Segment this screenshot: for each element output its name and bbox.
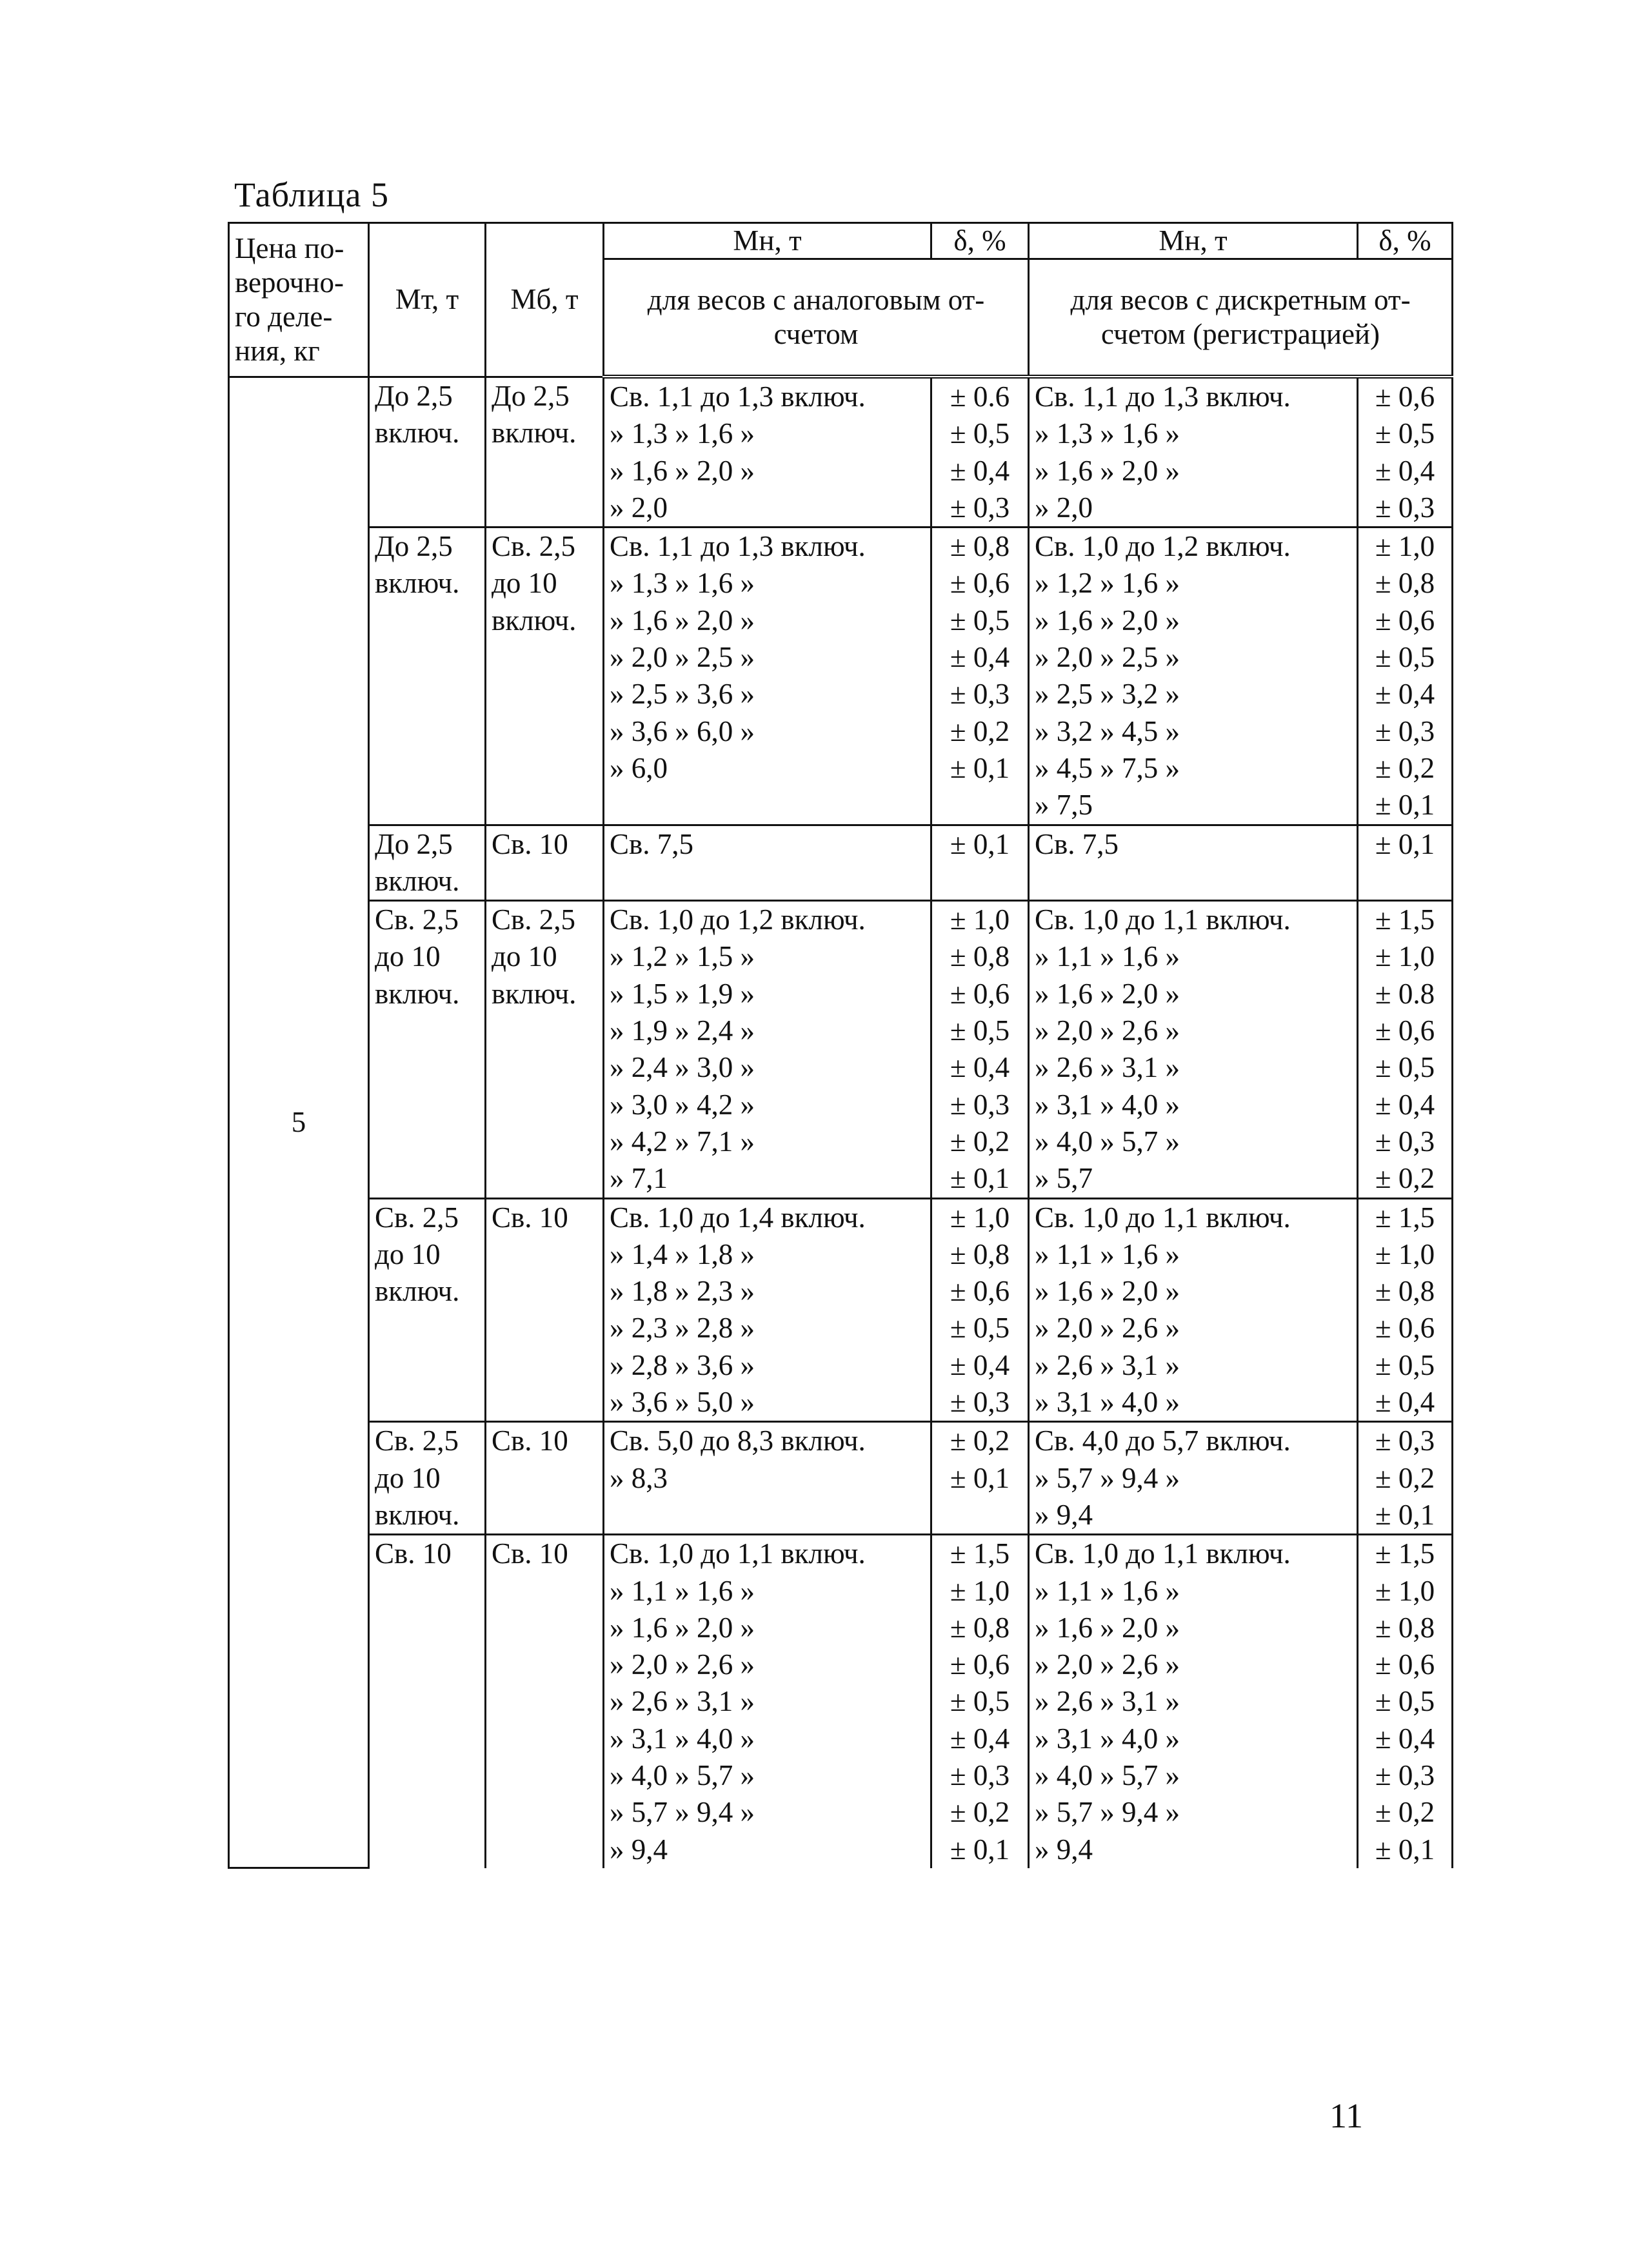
analog-delta-cell: ± 1,5 ± 1,0 ± 0,8 ± 0,6 ± 0,5 ± 0,4 ± 0,3 ± 0,2 ± 0,1 [931,1535,1029,1868]
analog-range-cell: Св. 1,0 до 1,2 включ. » 1,2 » 1,5 » » 1,5 » 1,9 » » 1,9 » 2,4 » » 2,4 » 3,0 » » 3,0 » 4,2 » » 4,2 » 7,1 » » 7,1 [604,901,931,1198]
mt-cell: Св. 2,5 до 10 включ. [369,1198,486,1422]
analog-range-cell: Св. 7,5 [604,825,931,901]
table-caption: Таблица 5 [234,175,389,214]
header-mb: Мб, т [486,223,604,377]
header-mn-analog: Мн, т [604,223,931,259]
discrete-range-cell: Св. 1,1 до 1,3 включ. » 1,3 » 1,6 » » 1,6 » 2,0 » » 2,0 [1029,377,1358,528]
mt-cell: До 2,5 включ. [369,377,486,528]
mt-cell: Св. 2,5 до 10 включ. [369,1422,486,1535]
price-division-value: 5 [229,377,369,1868]
mb-cell: До 2,5 включ. [486,377,604,528]
tolerance-table [228,222,1453,1869]
mt-cell: Св. 2,5 до 10 включ. [369,901,486,1198]
analog-range-cell: Св. 1,0 до 1,1 включ. » 1,1 » 1,6 » » 1,6 » 2,0 » » 2,0 » 2,6 » » 2,6 » 3,1 » » 3,1 » 4,0 » » 4,0 » 5,7 » » 5,7 » 9,4 » » 9,4 [604,1535,931,1868]
analog-delta-cell: ± 0,2 ± 0,1 [931,1422,1029,1535]
analog-delta-cell: ± 0,8 ± 0,6 ± 0,5 ± 0,4 ± 0,3 ± 0,2 ± 0,1 [931,528,1029,825]
mb-cell: Св. 2,5 до 10 включ. [486,901,604,1198]
analog-range-cell: Св. 1,1 до 1,3 включ. » 1,3 » 1,6 » » 1,6 » 2,0 » » 2,0 [604,377,931,528]
discrete-range-cell: Св. 4,0 до 5,7 включ. » 5,7 » 9,4 » » 9,4 [1029,1422,1358,1535]
header-discrete-scales: для весов с дискретным от- счетом (регистрацией) [1029,259,1453,377]
table-row [229,377,1453,528]
discrete-delta-cell: ± 1,5 ± 1,0 ± 0,8 ± 0,6 ± 0,5 ± 0,4 ± 0,3 ± 0,2 ± 0,1 [1358,1535,1453,1868]
mb-cell: Св. 10 [486,1535,604,1868]
discrete-delta-cell: ± 0,6 ± 0,5 ± 0,4 ± 0,3 [1358,377,1453,528]
discrete-range-cell: Св. 1,0 до 1,1 включ. » 1,1 » 1,6 » » 1,6 » 2,0 » » 2,0 » 2,6 » » 2,6 » 3,1 » » 3,1 » 4,0 » [1029,1198,1358,1422]
table-row [229,1535,1453,1868]
table-body [229,377,1453,1868]
mb-cell: Св. 10 [486,1422,604,1535]
mt-cell: Св. 10 [369,1535,486,1868]
mb-cell: Св. 10 [486,1198,604,1422]
mt-cell: До 2,5 включ. [369,528,486,825]
discrete-delta-cell: ± 1,0 ± 0,8 ± 0,6 ± 0,5 ± 0,4 ± 0,3 ± 0,2 ± 0,1 [1358,528,1453,825]
table-row [229,528,1453,825]
discrete-delta-cell: ± 1,5 ± 1,0 ± 0.8 ± 0,6 ± 0,5 ± 0,4 ± 0,3 ± 0,2 [1358,901,1453,1198]
header-mt: Мт, т [369,223,486,377]
mb-cell: Св. 2,5 до 10 включ. [486,528,604,825]
analog-delta-cell: ± 0,1 [931,825,1029,901]
discrete-range-cell: Св. 1,0 до 1,1 включ. » 1,1 » 1,6 » » 1,6 » 2,0 » » 2,0 » 2,6 » » 2,6 » 3,1 » » 3,1 » 4,0 » » 4,0 » 5,7 » » 5,7 [1029,901,1358,1198]
discrete-delta-cell: ± 1,5 ± 1,0 ± 0,8 ± 0,6 ± 0,5 ± 0,4 [1358,1198,1453,1422]
analog-range-cell: Св. 1,0 до 1,4 включ. » 1,4 » 1,8 » » 1,8 » 2,3 » » 2,3 » 2,8 » » 2,8 » 3,6 » » 3,6 » 5,0 » [604,1198,931,1422]
analog-range-cell: Св. 1,1 до 1,3 включ. » 1,3 » 1,6 » » 1,6 » 2,0 » » 2,0 » 2,5 » » 2,5 » 3,6 » » 3,6 » 6,0 » » 6,0 [604,528,931,825]
header-delta-analog: δ, % [931,223,1029,259]
header-price-division: Цена по- верочно- го деле- ния, кг [229,223,369,377]
table-row [229,1198,1453,1422]
table-header [229,223,1453,377]
discrete-range-cell: Св. 1,0 до 1,1 включ. » 1,1 » 1,6 » » 1,6 » 2,0 » » 2,0 » 2,6 » » 2,6 » 3,1 » » 3,1 » 4,0 » » 4,0 » 5,7 » » 5,7 » 9,4 » » 9,4 [1029,1535,1358,1868]
header-delta-discrete: δ, % [1358,223,1453,259]
analog-delta-cell: ± 1,0 ± 0,8 ± 0,6 ± 0,5 ± 0,4 ± 0,3 ± 0,2 ± 0,1 [931,901,1029,1198]
table-row [229,901,1453,1198]
discrete-range-cell: Св. 1,0 до 1,2 включ. » 1,2 » 1,6 » » 1,6 » 2,0 » » 2,0 » 2,5 » » 2,5 » 3,2 » » 3,2 » 4,5 » » 4,5 » 7,5 » » 7,5 [1029,528,1358,825]
table-row [229,825,1453,901]
discrete-delta-cell: ± 0,3 ± 0,2 ± 0,1 [1358,1422,1453,1535]
mt-cell: До 2,5 включ. [369,825,486,901]
analog-delta-cell: ± 1,0 ± 0,8 ± 0,6 ± 0,5 ± 0,4 ± 0,3 [931,1198,1029,1422]
analog-range-cell: Св. 5,0 до 8,3 включ. » 8,3 [604,1422,931,1535]
table-row [229,1422,1453,1535]
discrete-range-cell: Св. 7,5 [1029,825,1358,901]
page-number: 11 [1329,2096,1363,2135]
analog-delta-cell: ± 0.6 ± 0,5 ± 0,4 ± 0,3 [931,377,1029,528]
header-analog-scales: для весов с аналоговым от- счетом [604,259,1029,377]
discrete-delta-cell: ± 0,1 [1358,825,1453,901]
mb-cell: Св. 10 [486,825,604,901]
header-mn-discrete: Мн, т [1029,223,1358,259]
